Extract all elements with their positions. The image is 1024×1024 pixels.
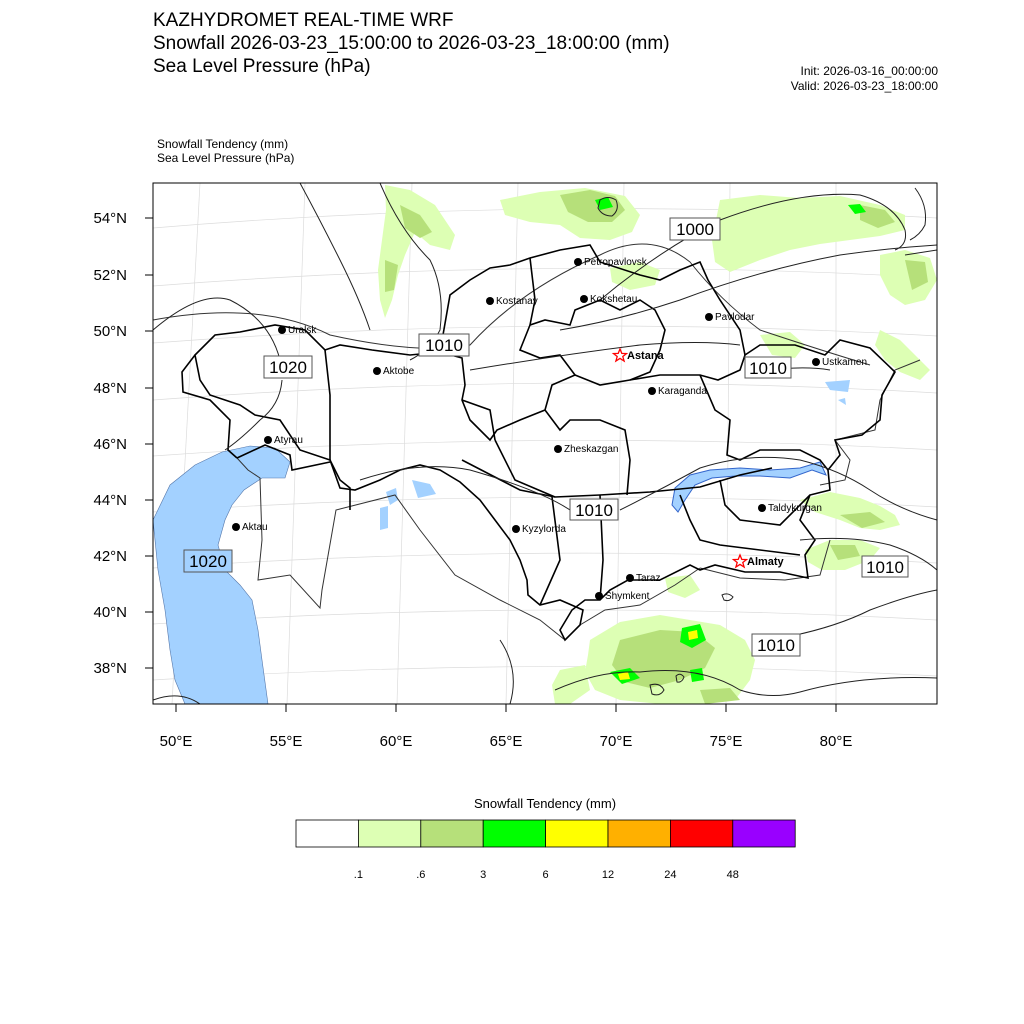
- legend-swatch: [546, 820, 608, 847]
- city-marker: [580, 295, 588, 303]
- city-marker: [512, 525, 520, 533]
- lon-tick-label: 75°E: [709, 733, 743, 750]
- isobar-label: 1000: [676, 220, 714, 239]
- city-label: Pavlodar: [715, 312, 755, 323]
- legend: [296, 796, 795, 881]
- city-marker: [232, 523, 240, 531]
- capital-label: Astana: [627, 350, 664, 362]
- legend-label: 48: [726, 869, 739, 881]
- lat-axis: [93, 210, 153, 677]
- legend-swatch: [296, 820, 358, 847]
- lat-tick-label: 54°N: [93, 210, 127, 227]
- city-marker: [648, 387, 656, 395]
- city-label: Petropavlovsk: [584, 257, 647, 268]
- city-label: Kostanay: [496, 296, 538, 307]
- lat-tick-label: 40°N: [93, 604, 127, 621]
- legend-swatch: [733, 820, 795, 847]
- subtitle-pressure: Sea Level Pressure (hPa): [157, 151, 295, 165]
- capital-label: Almaty: [747, 556, 784, 568]
- city-label: Shymkent: [605, 591, 650, 602]
- lat-tick-label: 46°N: [93, 436, 127, 453]
- city-label: Aktau: [242, 522, 268, 533]
- lon-tick-label: 60°E: [379, 733, 413, 750]
- legend-label: .6: [416, 869, 426, 881]
- lon-tick-label: 50°E: [159, 733, 193, 750]
- isobar-label: 1010: [425, 336, 463, 355]
- lat-tick-label: 50°N: [93, 323, 127, 340]
- lon-tick-label: 65°E: [489, 733, 523, 750]
- city-marker: [595, 592, 603, 600]
- city-label: Kyzylorda: [522, 524, 566, 535]
- legend-swatch: [421, 820, 483, 847]
- city-marker: [486, 297, 494, 305]
- lat-tick-label: 44°N: [93, 492, 127, 509]
- lat-tick-label: 38°N: [93, 660, 127, 677]
- isobar-label: 1020: [189, 552, 227, 571]
- legend-title: Snowfall Tendency (mm): [473, 796, 617, 811]
- city-marker: [705, 313, 713, 321]
- aral-sea: [380, 506, 388, 530]
- pressure-title: Sea Level Pressure (hPa): [153, 56, 371, 77]
- legend-label: .1: [353, 869, 363, 881]
- city-marker: [812, 358, 820, 366]
- legend-label: 3: [480, 869, 487, 881]
- city-label: Ustkamen: [822, 357, 868, 368]
- snowfall-title: Snowfall 2026-03-23_15:00:00 to 2026-03-23_18:00:00 (mm): [153, 33, 670, 54]
- legend-swatch: [358, 820, 420, 847]
- city-marker: [554, 445, 562, 453]
- city-label: Atyrau: [274, 435, 303, 446]
- city-label: Karaganda: [658, 386, 707, 397]
- lon-tick-label: 70°E: [599, 733, 633, 750]
- lat-tick-label: 48°N: [93, 380, 127, 397]
- legend-swatch: [670, 820, 732, 847]
- legend-label: 12: [601, 869, 615, 881]
- city-marker: [373, 367, 381, 375]
- city-label: Kokshetau: [590, 294, 638, 305]
- city-label: Aktobe: [383, 366, 415, 377]
- city-marker: [574, 258, 582, 266]
- lon-tick-label: 55°E: [269, 733, 303, 750]
- isobar-label: 1010: [757, 636, 795, 655]
- lat-tick-label: 52°N: [93, 267, 127, 284]
- valid-time: Valid: 2026-03-23_18:00:00: [790, 79, 938, 93]
- city-label: Zheskazgan: [564, 444, 619, 455]
- subtitle-snowfall: Snowfall Tendency (mm): [157, 137, 289, 151]
- city-label: Uralsk: [288, 325, 317, 336]
- lon-tick-label: 80°E: [819, 733, 853, 750]
- map-area: [153, 183, 937, 704]
- city-label: Taldykurgan: [768, 503, 822, 514]
- main-title: KAZHYDROMET REAL-TIME WRF: [153, 10, 454, 31]
- legend-label: 6: [542, 869, 549, 881]
- legend-swatch: [608, 820, 670, 847]
- lat-tick-label: 42°N: [93, 548, 127, 565]
- legend-label: 24: [664, 869, 677, 881]
- isobar-label: 1020: [269, 358, 307, 377]
- legend-swatch: [483, 820, 545, 847]
- city-marker: [758, 504, 766, 512]
- city-marker: [278, 326, 286, 334]
- isobar-label: 1010: [575, 501, 613, 520]
- init-time: Init: 2026-03-16_00:00:00: [800, 64, 938, 78]
- city-label: Taraz: [636, 573, 661, 584]
- lon-axis: [160, 704, 853, 750]
- isobar-label: 1010: [866, 558, 904, 577]
- city-marker: [264, 436, 272, 444]
- isobar-label: 1010: [749, 359, 787, 378]
- city-marker: [626, 574, 634, 582]
